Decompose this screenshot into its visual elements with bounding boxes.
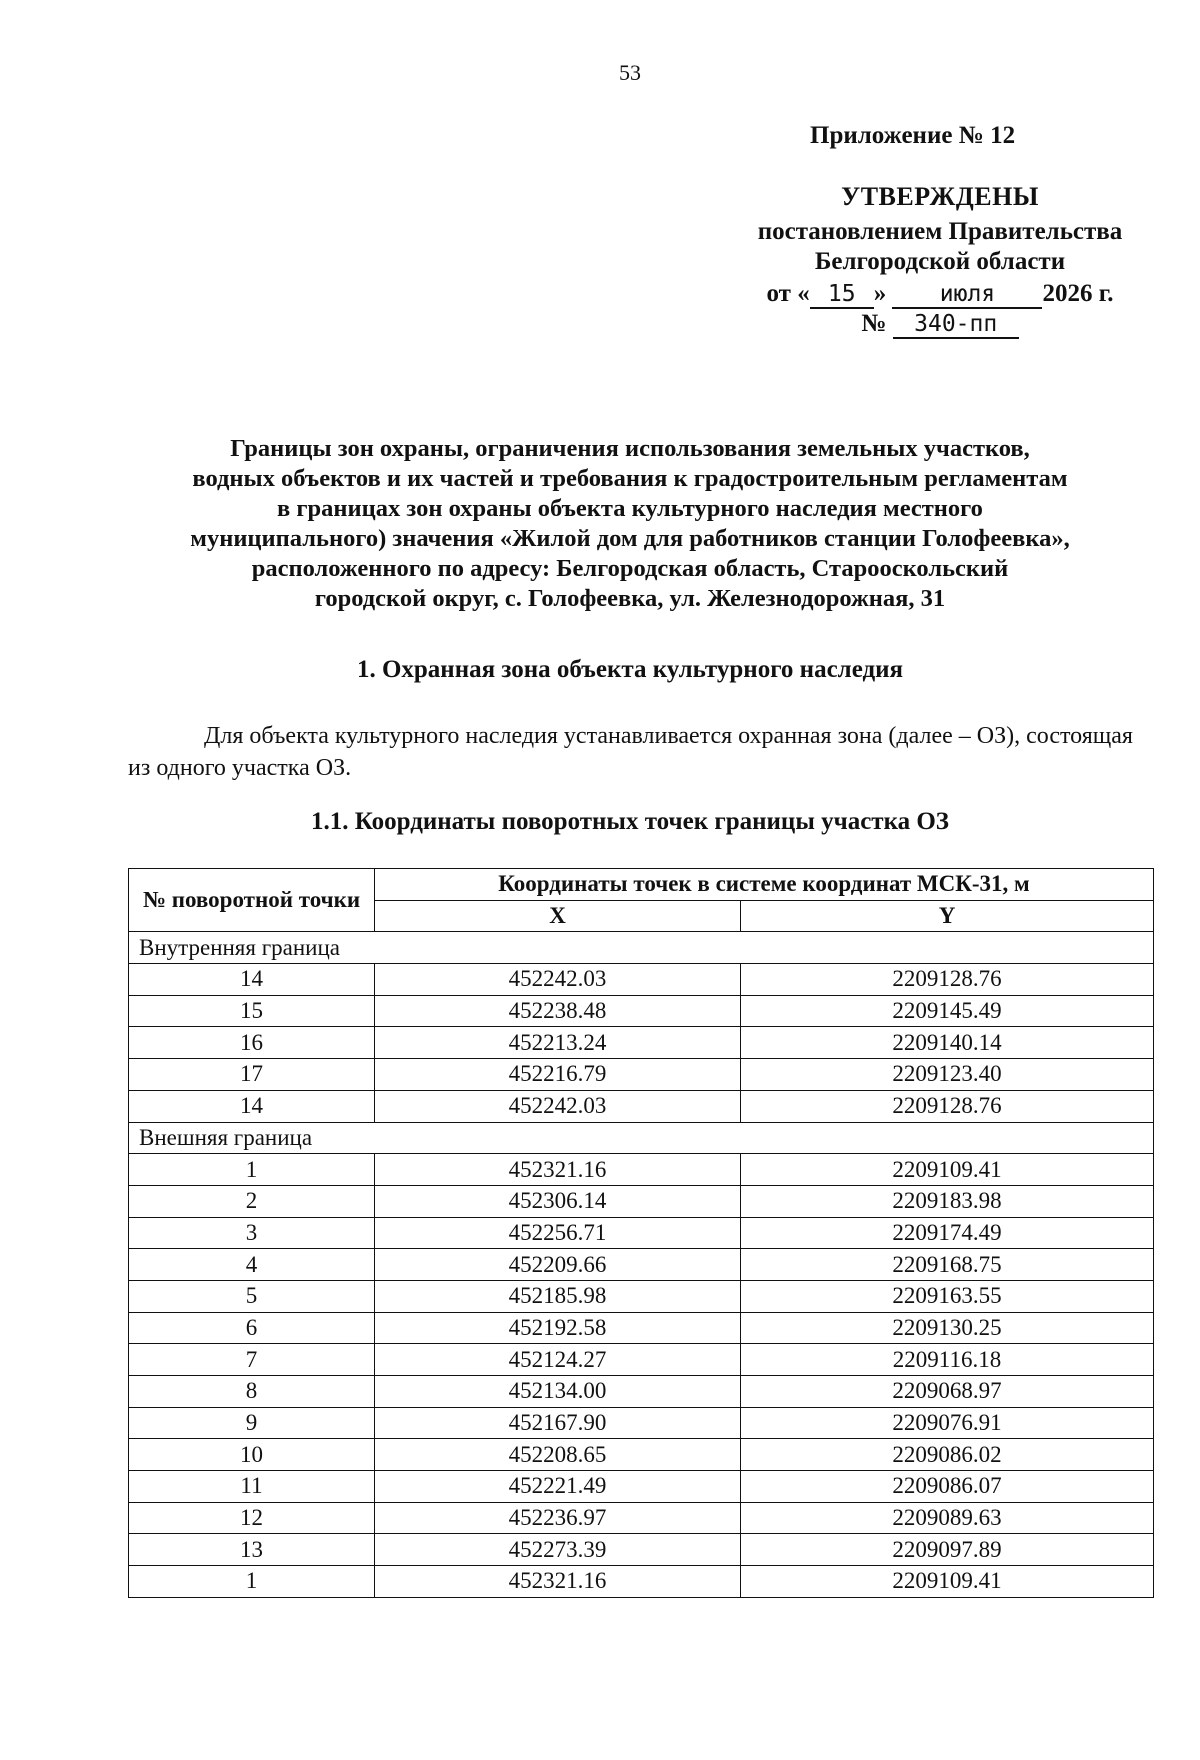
table-row xyxy=(129,1027,1154,1059)
y-coordinate-cell: 2209097.89 xyxy=(741,1534,1154,1566)
header-coordinates: Координаты точек в системе координат МСК-31, м xyxy=(375,869,1154,901)
table-row xyxy=(129,1154,1154,1186)
y-coordinate-cell: 2209145.49 xyxy=(741,995,1154,1027)
y-coordinate-cell: 2209140.14 xyxy=(741,1027,1154,1059)
point-number-cell: 10 xyxy=(129,1439,375,1471)
table-row xyxy=(129,1185,1154,1217)
y-coordinate-cell: 2209086.07 xyxy=(741,1471,1154,1503)
point-number-cell: 12 xyxy=(129,1502,375,1534)
table-row xyxy=(129,995,1154,1027)
approval-heading: УТВЕРЖДЕНЫ xyxy=(841,182,1039,211)
y-coordinate-cell: 2209109.41 xyxy=(741,1154,1154,1186)
y-coordinate-cell: 2209076.91 xyxy=(741,1407,1154,1439)
header-x: X xyxy=(375,900,741,932)
table-row xyxy=(129,1344,1154,1376)
table-row xyxy=(129,1439,1154,1471)
date-prefix: от « xyxy=(766,280,810,307)
point-number-cell: 6 xyxy=(129,1312,375,1344)
header-point-number: № поворотной точки xyxy=(129,869,375,932)
y-coordinate-cell: 2209089.63 xyxy=(741,1502,1154,1534)
document-title xyxy=(110,434,1150,614)
y-coordinate-cell: 2209168.75 xyxy=(741,1249,1154,1281)
point-number-cell: 13 xyxy=(129,1534,375,1566)
y-coordinate-cell: 2209086.02 xyxy=(741,1439,1154,1471)
x-coordinate-cell: 452256.71 xyxy=(375,1217,741,1249)
title-line: Границы зон охраны, ограничения использования земельных участков, xyxy=(230,435,1030,462)
point-number-cell: 8 xyxy=(129,1376,375,1408)
y-coordinate-cell: 2209130.25 xyxy=(741,1312,1154,1344)
decree-line-2: Белгородской области xyxy=(814,248,1066,275)
subsection-title: 1.1. Координаты поворотных точек границы участка ОЗ xyxy=(311,808,949,835)
date-month: июля xyxy=(892,281,1042,309)
table-row xyxy=(129,1249,1154,1281)
point-number-cell: 17 xyxy=(129,1059,375,1091)
title-line: муниципального) значения «Жилой дом для работников станции Голофеевка», xyxy=(190,525,1070,552)
number-value: 340-пп xyxy=(893,311,1019,339)
y-coordinate-cell: 2209128.76 xyxy=(741,1090,1154,1122)
point-number-cell: 11 xyxy=(129,1471,375,1503)
x-coordinate-cell: 452273.39 xyxy=(375,1534,741,1566)
x-coordinate-cell: 452306.14 xyxy=(375,1185,741,1217)
point-number-cell: 1 xyxy=(129,1154,375,1186)
date-year: 2026 г. xyxy=(1042,280,1114,307)
table-row xyxy=(129,1471,1154,1503)
table-row xyxy=(129,1280,1154,1312)
table-row xyxy=(129,1376,1154,1408)
point-number-cell: 3 xyxy=(129,1217,375,1249)
table-row xyxy=(129,1502,1154,1534)
decree-number xyxy=(700,310,1180,339)
x-coordinate-cell: 452124.27 xyxy=(375,1344,741,1376)
title-line: расположенного по адресу: Белгородская область, Старооскольский xyxy=(251,555,1009,582)
coordinates-table xyxy=(128,868,1154,1598)
page-number: 53 xyxy=(619,60,641,85)
point-number-cell: 14 xyxy=(129,964,375,996)
x-coordinate-cell: 452209.66 xyxy=(375,1249,741,1281)
group-row xyxy=(129,1122,1154,1154)
y-coordinate-cell: 2209174.49 xyxy=(741,1217,1154,1249)
table-row xyxy=(129,1090,1154,1122)
group-label: Внешняя граница xyxy=(129,1122,1154,1154)
date-day: 15 xyxy=(810,281,874,309)
point-number-cell: 9 xyxy=(129,1407,375,1439)
y-coordinate-cell: 2209068.97 xyxy=(741,1376,1154,1408)
y-coordinate-cell: 2209109.41 xyxy=(741,1566,1154,1598)
table-row xyxy=(129,1534,1154,1566)
point-number-cell: 16 xyxy=(129,1027,375,1059)
coordinates-body xyxy=(129,932,1154,1597)
title-line: городской округ, с. Голофеевка, ул. Железнодорожная, 31 xyxy=(314,585,946,612)
x-coordinate-cell: 452208.65 xyxy=(375,1439,741,1471)
appendix-label: Приложение № 12 xyxy=(810,122,1016,149)
group-label: Внутренняя граница xyxy=(129,932,1154,964)
y-coordinate-cell: 2209163.55 xyxy=(741,1280,1154,1312)
x-coordinate-cell: 452242.03 xyxy=(375,1090,741,1122)
y-coordinate-cell: 2209116.18 xyxy=(741,1344,1154,1376)
point-number-cell: 15 xyxy=(129,995,375,1027)
x-coordinate-cell: 452213.24 xyxy=(375,1027,741,1059)
x-coordinate-cell: 452221.49 xyxy=(375,1471,741,1503)
x-coordinate-cell: 452236.97 xyxy=(375,1502,741,1534)
x-coordinate-cell: 452185.98 xyxy=(375,1280,741,1312)
number-prefix: № xyxy=(861,310,887,337)
header-y: Y xyxy=(741,900,1154,932)
point-number-cell: 14 xyxy=(129,1090,375,1122)
decree-line-1: постановлением Правительства xyxy=(757,218,1123,245)
x-coordinate-cell: 452321.16 xyxy=(375,1154,741,1186)
x-coordinate-cell: 452134.00 xyxy=(375,1376,741,1408)
table-row xyxy=(129,1312,1154,1344)
point-number-cell: 7 xyxy=(129,1344,375,1376)
point-number-cell: 1 xyxy=(129,1566,375,1598)
section-title: 1. Охранная зона объекта культурного наследия xyxy=(356,656,904,683)
table-row xyxy=(129,1217,1154,1249)
x-coordinate-cell: 452192.58 xyxy=(375,1312,741,1344)
x-coordinate-cell: 452216.79 xyxy=(375,1059,741,1091)
table-row xyxy=(129,964,1154,996)
date-mid: » xyxy=(873,280,887,307)
table-row xyxy=(129,1407,1154,1439)
table-row xyxy=(129,1566,1154,1598)
x-coordinate-cell: 452167.90 xyxy=(375,1407,741,1439)
x-coordinate-cell: 452321.16 xyxy=(375,1566,741,1598)
decree-date xyxy=(700,280,1180,309)
y-coordinate-cell: 2209128.76 xyxy=(741,964,1154,996)
point-number-cell: 5 xyxy=(129,1280,375,1312)
y-coordinate-cell: 2209183.98 xyxy=(741,1185,1154,1217)
title-line: в границах зон охраны объекта культурного наследия местного xyxy=(277,495,983,522)
point-number-cell: 2 xyxy=(129,1185,375,1217)
group-row xyxy=(129,932,1154,964)
title-line: водных объектов и их частей и требования к градостроительным регламентам xyxy=(192,465,1068,492)
table-row xyxy=(129,1059,1154,1091)
x-coordinate-cell: 452238.48 xyxy=(375,995,741,1027)
point-number-cell: 4 xyxy=(129,1249,375,1281)
y-coordinate-cell: 2209123.40 xyxy=(741,1059,1154,1091)
body-paragraph: Для объекта культурного наследия устанавливается охранная зона (далее – ОЗ), состоящая из одного участка ОЗ. xyxy=(128,723,1133,781)
x-coordinate-cell: 452242.03 xyxy=(375,964,741,996)
